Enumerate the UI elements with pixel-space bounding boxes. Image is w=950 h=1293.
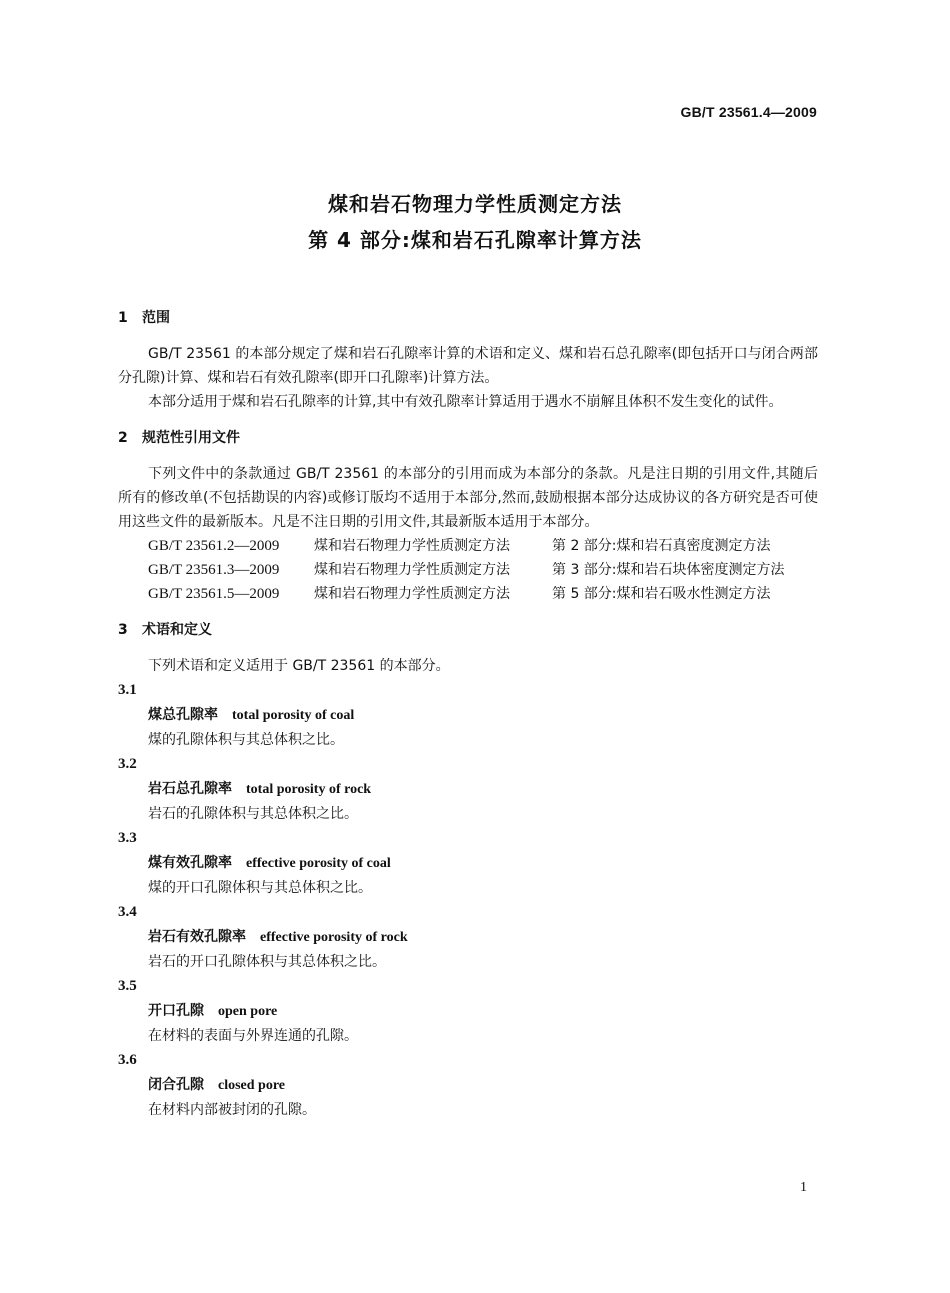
term-definition: 煤的孔隙体积与其总体积之比。 <box>148 732 344 748</box>
term-name-zh: 岩石有效孔隙率 <box>148 929 246 945</box>
page-number: 1 <box>800 1180 807 1195</box>
term-name <box>118 925 818 950</box>
term-definition: 岩石的开口孔隙体积与其总体积之比。 <box>148 954 386 970</box>
term-number: 3.5 <box>118 978 137 994</box>
paragraph: 本部分适用于煤和岩石孔隙率的计算,其中有效孔隙率计算适用于遇水不崩解且体积不发生变化的试件。 <box>148 394 783 410</box>
term-name-en: effective porosity of coal <box>246 856 391 871</box>
term-number: 3.1 <box>118 682 137 698</box>
term-name-en: open pore <box>218 1004 278 1019</box>
term-name-zh: 开口孔隙 <box>148 1003 204 1019</box>
term-name <box>118 851 818 876</box>
document-body <box>118 306 818 1122</box>
reference-part: 第 5 部分:煤和岩石吸水性测定方法 <box>552 586 771 602</box>
term-name-zh: 闭合孔隙 <box>148 1077 204 1093</box>
section-title: 范围 <box>142 310 170 326</box>
term-definition: 在材料内部被封闭的孔隙。 <box>148 1102 316 1118</box>
document-subtitle: 第 4 部分:煤和岩石孔隙率计算方法 <box>308 228 642 252</box>
section-heading-normative-references <box>118 426 818 450</box>
reference-code: GB/T 23561.2—2009 <box>148 538 280 554</box>
standard-code: GB/T 23561.4—2009 <box>680 104 817 120</box>
reference-part: 第 2 部分:煤和岩石真密度测定方法 <box>552 538 771 554</box>
paragraph: GB/T 23561 的本部分规定了煤和岩石孔隙率计算的术语和定义、煤和岩石总孔隙率(即包括开口与闭合两部分孔隙)计算、煤和岩石有效孔隙率(即开口孔隙率)计算方法。 <box>118 346 818 386</box>
term-name <box>118 1073 818 1098</box>
term-name-zh: 煤有效孔隙率 <box>148 855 232 871</box>
term-number: 3.2 <box>118 756 137 772</box>
section-title: 术语和定义 <box>142 622 212 638</box>
term-definition: 煤的开口孔隙体积与其总体积之比。 <box>148 880 372 896</box>
term-name-en: total porosity of coal <box>232 708 355 723</box>
reference-title: 煤和岩石物理力学性质测定方法 <box>314 562 510 578</box>
reference-code: GB/T 23561.3—2009 <box>148 562 280 578</box>
term-name-zh: 岩石总孔隙率 <box>148 781 232 797</box>
reference-item <box>118 534 818 558</box>
term-number: 3.3 <box>118 830 137 846</box>
term-number: 3.6 <box>118 1052 137 1068</box>
reference-code: GB/T 23561.5—2009 <box>148 586 280 602</box>
term-name <box>118 777 818 802</box>
paragraph: 下列术语和定义适用于 GB/T 23561 的本部分。 <box>148 658 450 674</box>
term-name-zh: 煤总孔隙率 <box>148 707 218 723</box>
term-name <box>118 999 818 1024</box>
term-definition: 在材料的表面与外界连通的孔隙。 <box>148 1028 358 1044</box>
term-definition: 岩石的孔隙体积与其总体积之比。 <box>148 806 358 822</box>
section-heading-terms-definitions <box>118 618 818 642</box>
document-title: 煤和岩石物理力学性质测定方法 <box>328 192 622 216</box>
reference-item <box>118 582 818 606</box>
term-name-en: total porosity of rock <box>246 782 372 797</box>
section-number: 1 <box>118 310 128 326</box>
reference-part: 第 3 部分:煤和岩石块体密度测定方法 <box>552 562 785 578</box>
section-number: 3 <box>118 622 128 638</box>
section-heading-scope <box>118 306 818 330</box>
term-name <box>118 703 818 728</box>
reference-list <box>118 534 818 606</box>
term-name-en: effective porosity of rock <box>260 930 408 945</box>
reference-title: 煤和岩石物理力学性质测定方法 <box>314 586 510 602</box>
section-title: 规范性引用文件 <box>142 430 240 446</box>
term-number: 3.4 <box>118 904 137 920</box>
reference-item <box>118 558 818 582</box>
paragraph: 下列文件中的条款通过 GB/T 23561 的本部分的引用而成为本部分的条款。凡是注日期的引用文件,其随后所有的修改单(不包括勘误的内容)或修订版均不适用于本部分,然而,鼓励根据本部分达成协议的各方研究是否可使用这些文件的最新版本。凡是不注日期的引用文件,其最新版本适用于本部分。 <box>118 466 818 530</box>
reference-title: 煤和岩石物理力学性质测定方法 <box>314 538 510 554</box>
term-name-en: closed pore <box>218 1078 286 1093</box>
section-number: 2 <box>118 430 128 446</box>
